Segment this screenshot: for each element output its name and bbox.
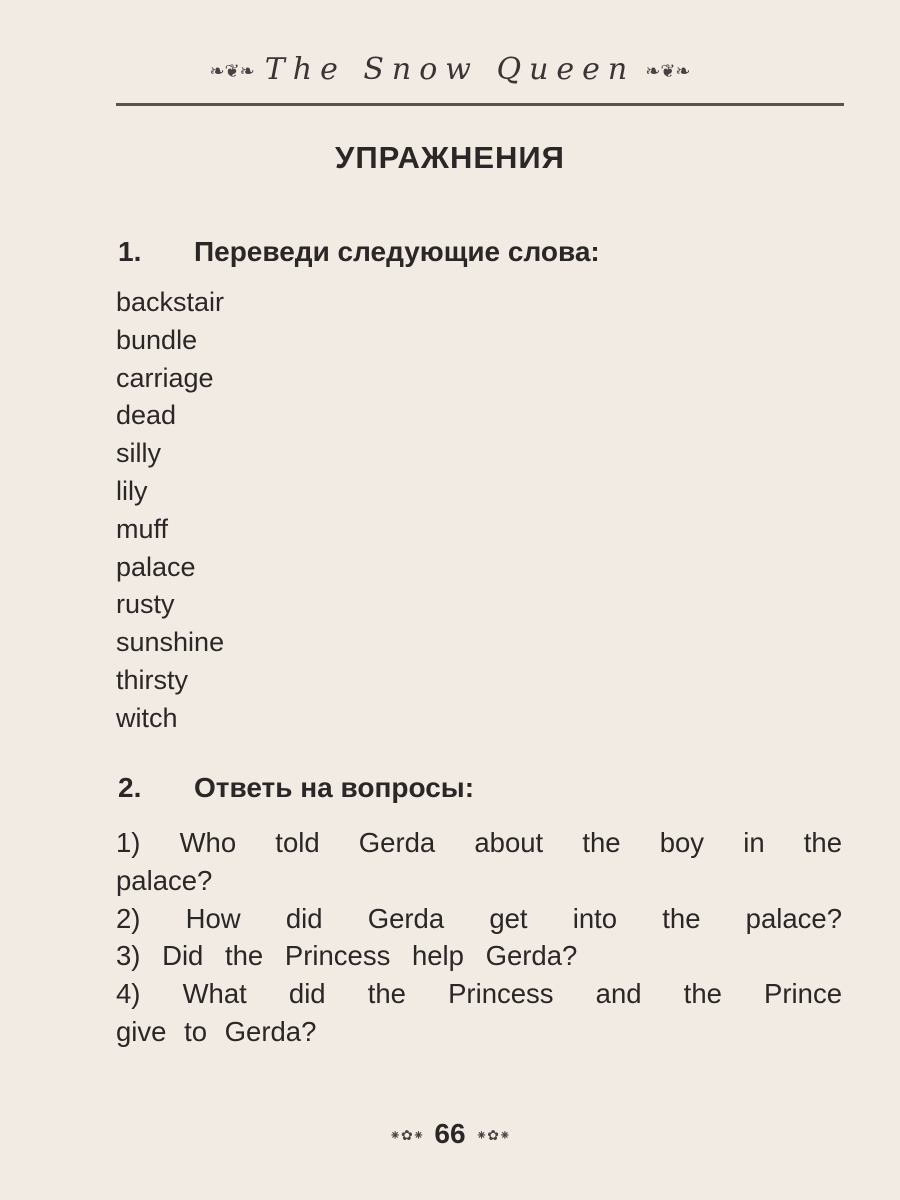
list-item: muff xyxy=(116,513,169,544)
list-item: sunshine xyxy=(116,627,225,658)
list-item: dead xyxy=(116,400,177,431)
list-item: silly xyxy=(116,438,161,469)
page-title: УПРАЖНЕНИЯ xyxy=(335,140,565,175)
list-item: lily xyxy=(116,475,148,506)
question-line: 1) Who told Gerda about the boy in the xyxy=(116,827,842,858)
list-item: thirsty xyxy=(116,664,189,695)
question-line: palace? xyxy=(116,864,213,896)
list-item: rusty xyxy=(116,589,175,620)
exercise-1-heading xyxy=(118,236,600,268)
ornament-left-icon: ❧❦❧ xyxy=(209,60,255,82)
ornament-left-icon: ⁕✿⁕ xyxy=(389,1127,425,1144)
ornament-right-icon: ⁕✿⁕ xyxy=(475,1127,511,1144)
question-line: 3) Did the Princess help Gerda? xyxy=(116,940,578,972)
exercise-number: 2. xyxy=(118,772,142,803)
list-item: palace xyxy=(116,551,196,582)
header-rule xyxy=(116,103,844,106)
ornament-right-icon: ❧❦❧ xyxy=(645,60,691,82)
question-line: 4) What did the Princess and the Prince xyxy=(116,978,842,1010)
question-list xyxy=(116,824,842,1051)
list-item: witch xyxy=(116,702,178,733)
page-footer xyxy=(0,1118,900,1150)
exercise-instruction: Переведи следующие слова: xyxy=(194,236,600,267)
question-line: give to Gerda? xyxy=(116,1015,317,1047)
question-line: 2) How did Gerda get into the palace? xyxy=(116,902,842,934)
exercise-number: 1. xyxy=(118,236,142,267)
list-item: backstair xyxy=(116,287,225,317)
list-item: bundle xyxy=(116,324,198,355)
page-number: 66 xyxy=(434,1118,466,1149)
word-list xyxy=(116,284,224,738)
list-item: carriage xyxy=(116,362,214,393)
running-header xyxy=(0,52,900,87)
exercise-2-heading xyxy=(118,772,474,804)
exercise-instruction: Ответь на вопросы: xyxy=(194,772,475,803)
book-title: The Snow Queen xyxy=(264,52,636,87)
